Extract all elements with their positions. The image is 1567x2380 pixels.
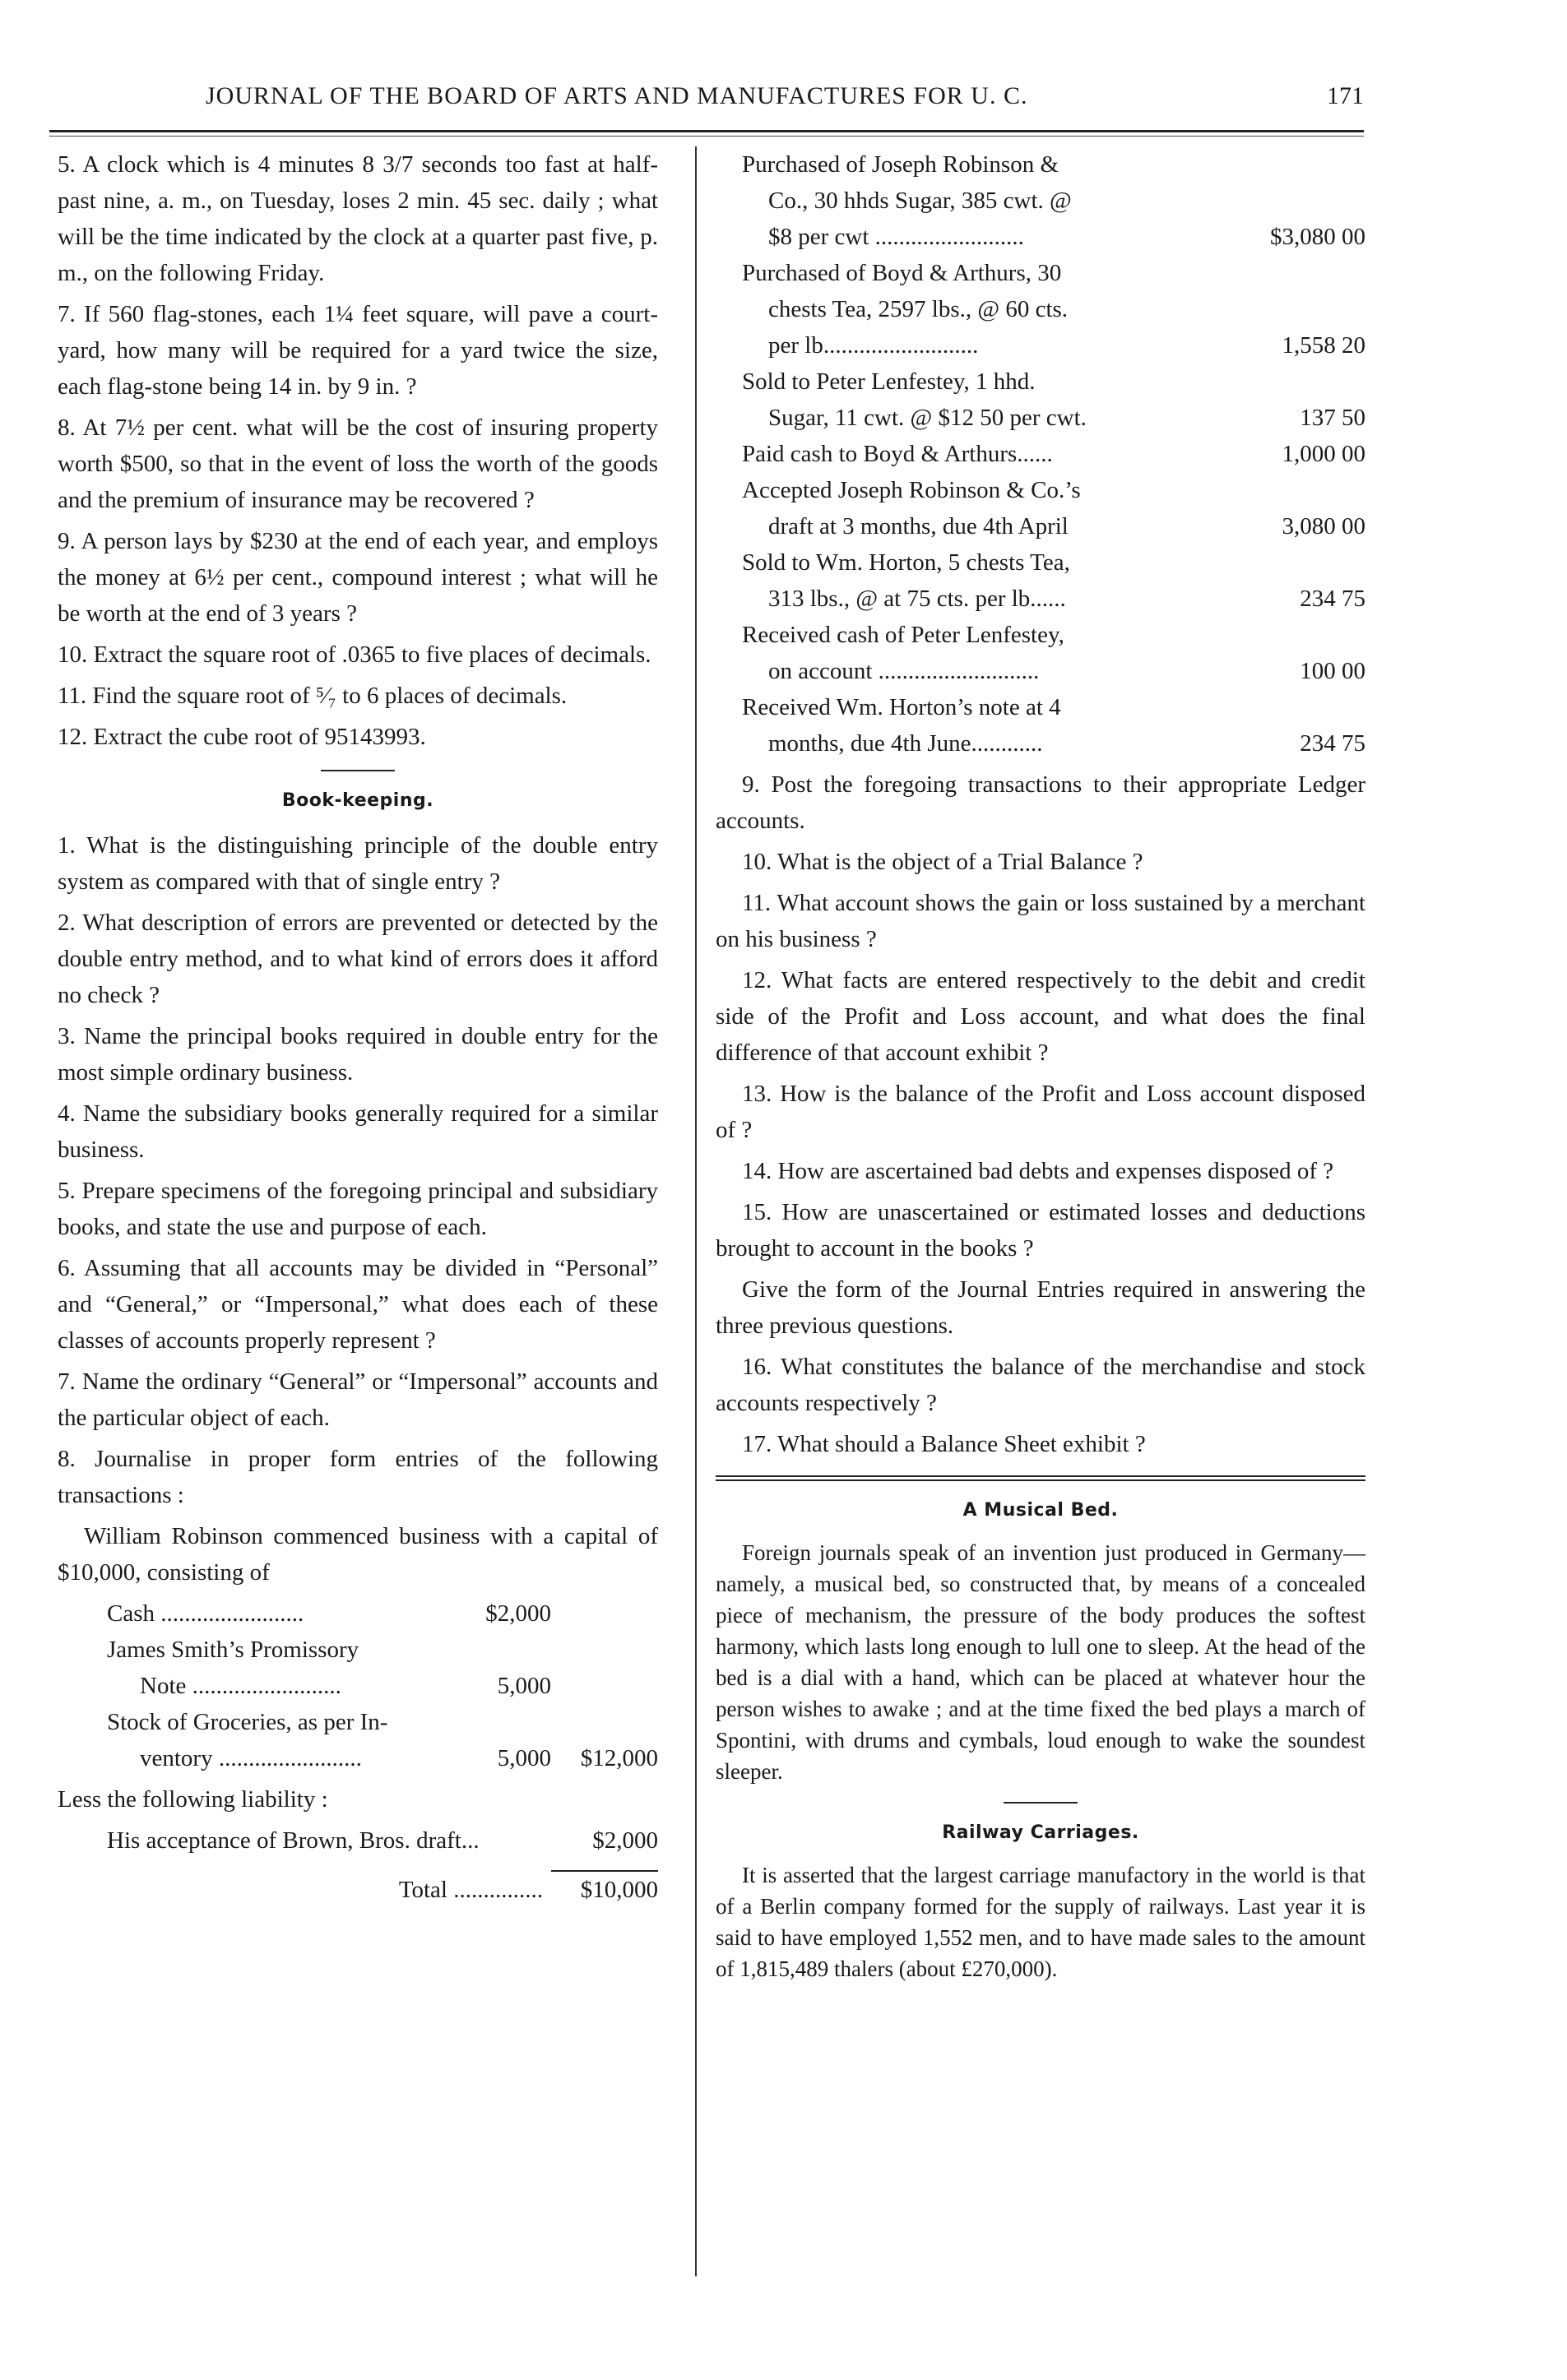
section-divider <box>321 770 395 771</box>
total-amount: $10,000 <box>551 1870 658 1908</box>
question-7: 7. If 560 flag-stones, each 1¼ feet square, will pave a court-yard, how many will be required for a yard twice the size, each flag-stone being 14 in. by 9 in. ? <box>58 301 658 400</box>
liability-line: His acceptance of Brown, Bros. draft... <box>107 1827 480 1854</box>
capital-item-label: ventory ........................ <box>140 1745 362 1771</box>
bk-question-2: 2. What description of errors are prevented or detected by the double entry method, and to what kind of errors does it afford no check ? <box>58 910 658 1008</box>
transaction-item <box>716 472 1365 544</box>
transaction-line: Sugar, 11 cwt. @ $12 50 per cwt. <box>768 405 1087 431</box>
bk-question-4: 4. Name the subsidiary books generally required for a similar business. <box>58 1100 658 1163</box>
bk-question-8: 8. Journalise in proper form entries of the following transactions : <box>58 1446 658 1508</box>
capital-item-amount: 5,000 <box>497 1745 551 1771</box>
bk-question-13: 13. How is the balance of the Profit and Loss account disposed of ? <box>716 1081 1365 1143</box>
bk-question-16: 16. What constitutes the balance of the merchandise and stock accounts respectively ? <box>716 1354 1365 1416</box>
musical-bed-heading: A Musical Bed. <box>962 1500 1119 1521</box>
capital-item-label: Note ......................... <box>140 1673 341 1699</box>
journal-title: JOURNAL OF THE BOARD OF ARTS AND MANUFACTURES FOR U. C. <box>206 82 1028 109</box>
question-9: 9. A person lays by $230 at the end of each year, and employs the money at 6½ per cent., compound interest ; what will he be worth at the end of 3 years ? <box>58 528 658 627</box>
transaction-line: $8 per cwt ......................... <box>768 224 1024 250</box>
liability-label: Less the following liability : <box>58 1786 328 1813</box>
transaction-item <box>716 363 1365 436</box>
header-rule-thin <box>49 136 1364 137</box>
header-rule <box>49 130 1364 132</box>
capital-item-amount: 5,000 <box>497 1673 551 1699</box>
bookkeeping-heading: Book-keeping. <box>281 790 434 811</box>
total-row <box>58 1870 658 1908</box>
transaction-amount: 100 00 <box>1300 658 1365 684</box>
transaction-line: Sold to Wm. Horton, 5 chests Tea, <box>742 549 1070 576</box>
transaction-line: Co., 30 hhds Sugar, 385 cwt. @ <box>768 188 1072 214</box>
transaction-amount: $3,080 00 <box>1270 224 1365 250</box>
transaction-item <box>716 436 1365 472</box>
liability-row <box>58 1822 658 1859</box>
capital-total: $12,000 <box>580 1745 658 1771</box>
transaction-line: Purchased of Joseph Robinson & <box>742 151 1059 178</box>
transaction-line: Sold to Peter Lenfestey, 1 hhd. <box>742 368 1036 395</box>
arithmetic-questions <box>58 146 658 755</box>
left-column <box>58 146 658 1908</box>
capital-item <box>107 1668 658 1704</box>
bk-question-10: 10. What is the object of a Trial Balance ? <box>742 849 1143 875</box>
page-header <box>0 82 1567 123</box>
capital-item <box>107 1595 658 1632</box>
transaction-line: Received cash of Peter Lenfestey, <box>742 622 1064 648</box>
transaction-line: 313 lbs., @ at 75 cts. per lb...... <box>768 586 1066 612</box>
capital-item-label: Stock of Groceries, as per In- <box>107 1709 388 1735</box>
capital-items <box>58 1595 658 1776</box>
total-label: Total ............... <box>398 1877 543 1903</box>
capital-item-label: James Smith’s Promissory <box>107 1637 359 1663</box>
question-5: 5. A clock which is 4 minutes 8 3/7 seconds too fast at half-past nine, a. m., on Tuesday, loses 2 min. 45 sec. daily ; what will be the time indicated by the clock at a quarter past five, p. m., on the following Friday. <box>58 151 658 286</box>
bk-question-15: 15. How are unascertained or estimated losses and deductions brought to account in the books ? <box>716 1199 1365 1262</box>
transaction-amount: 234 75 <box>1300 586 1365 612</box>
transaction-line: Received Wm. Horton’s note at 4 <box>742 694 1061 720</box>
railway-carriages-heading: Railway Carriages. <box>942 1822 1139 1843</box>
capital-item-amount: $2,000 <box>485 1600 551 1627</box>
section-divider <box>1004 1802 1078 1804</box>
transaction-line: months, due 4th June............ <box>768 730 1043 757</box>
transaction-item <box>716 255 1365 363</box>
bookkeeping-questions <box>58 827 658 1513</box>
bk-question-11: 11. What account shows the gain or loss sustained by a merchant on his business ? <box>716 890 1365 952</box>
railway-carriages-body: It is asserted that the largest carriage manufactory in the world is that of a Berlin company formed for the supply of railways. Last year it is said to have employed 1,552 men, and to have made sales to the amount of 1,815,489 thalers (about £270,000). <box>716 1863 1365 1981</box>
section-double-rule <box>716 1475 1365 1481</box>
transaction-item <box>716 544 1365 617</box>
transaction-amount: 1,558 20 <box>1282 332 1365 359</box>
transaction-item <box>716 617 1365 689</box>
bk-question-9: 9. Post the foregoing transactions to their appropriate Ledger accounts. <box>716 771 1365 834</box>
robinson-intro: William Robinson commenced business with a capital of $10,000, consisting of <box>58 1523 658 1586</box>
question-12: 12. Extract the cube root of 95143993. <box>58 724 426 750</box>
bk-question-7: 7. Name the ordinary “General” or “Impersonal” accounts and the particular object of each. <box>58 1368 658 1431</box>
transaction-line: per lb.......................... <box>768 332 979 359</box>
bookkeeping-questions-continued <box>716 766 1365 1462</box>
transaction-line: Paid cash to Boyd & Arthurs...... <box>742 441 1053 467</box>
transactions <box>716 146 1365 762</box>
musical-bed-body: Foreign journals speak of an invention just produced in Germany—namely, a musical bed, so constructed that, by means of a concealed piece of mechanism, the pressure of the body produces the softest harmony, which lasts long enough to lull one to sleep. At the head of the bed is a dial with a hand, which can be placed at whatever hour the person wishes to awake ; and at the time fixed the bed plays a march of Spontini, with drums and cymbals, loud enough to wake the soundest sleeper. <box>716 1540 1365 1784</box>
liability-amount: $2,000 <box>592 1827 658 1854</box>
transaction-item <box>716 689 1365 762</box>
transaction-amount: 1,000 00 <box>1282 441 1365 467</box>
bk-question-14: 14. How are ascertained bad debts and expenses disposed of ? <box>742 1158 1334 1184</box>
transaction-amount: 234 75 <box>1300 730 1365 757</box>
right-column <box>716 146 1365 1989</box>
question-10: 10. Extract the square root of .0365 to five places of decimals. <box>58 641 651 668</box>
transaction-line: on account ........................... <box>768 658 1040 684</box>
capital-item-label: Cash ........................ <box>107 1600 304 1627</box>
capital-item <box>107 1740 658 1776</box>
transaction-line: Purchased of Boyd & Arthurs, 30 <box>742 260 1062 286</box>
transaction-line: chests Tea, 2597 lbs., @ 60 cts. <box>768 296 1069 322</box>
bk-journal-note: Give the form of the Journal Entries required in answering the three previous questions. <box>716 1276 1365 1339</box>
page-number: 171 <box>1327 82 1364 109</box>
transaction-item <box>716 146 1365 255</box>
bk-question-6: 6. Assuming that all accounts may be divided in “Personal” and “General,” or “Impersonal,” what does each of these classes of accounts properly represent ? <box>58 1255 658 1354</box>
capital-item <box>107 1632 658 1668</box>
transaction-line: Accepted Joseph Robinson & Co.’s <box>742 477 1081 503</box>
question-8: 8. At 7½ per cent. what will be the cost of insuring property worth $500, so that in the event of loss the worth of the goods and the premium of insurance may be recovered ? <box>58 414 658 513</box>
bk-question-17: 17. What should a Balance Sheet exhibit ? <box>742 1431 1146 1457</box>
question-11: 11. Find the square root of ⁵⁄₇ to 6 places of decimals. <box>58 683 568 709</box>
transaction-amount: 3,080 00 <box>1282 513 1365 539</box>
bk-question-12: 12. What facts are entered respectively to the debit and credit side of the Profit and Loss account, and what does the final difference of that account exhibit ? <box>716 967 1365 1066</box>
bk-question-5: 5. Prepare specimens of the foregoing principal and subsidiary books, and state the use and purpose of each. <box>58 1178 658 1240</box>
capital-item <box>107 1704 658 1740</box>
bk-question-3: 3. Name the principal books required in double entry for the most simple ordinary business. <box>58 1023 658 1086</box>
transaction-line: draft at 3 months, due 4th April <box>768 513 1069 539</box>
transaction-amount: 137 50 <box>1300 405 1365 431</box>
bk-question-1: 1. What is the distinguishing principle of the double entry system as compared with that of single entry ? <box>58 832 658 895</box>
column-divider <box>695 146 697 2276</box>
